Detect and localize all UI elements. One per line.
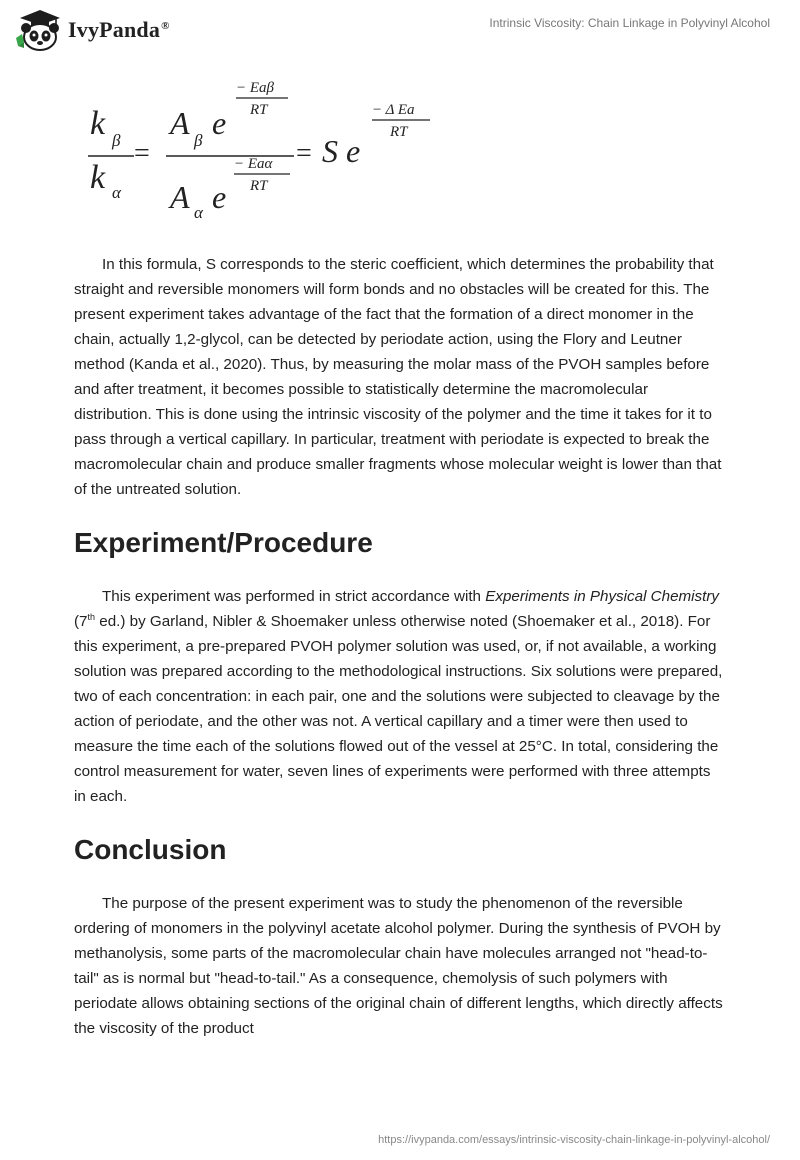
conclusion-paragraph: The purpose of the present experiment was to study the phenomenon of the reversible ordering of monomers in the polyvinyl acetate alcohol polymer. During the synthesis of PVOH by methanolysis, some parts of the macromolecular chain have molecules arranged not "head-to-tail" as is normal but "head-to-tail." As a consequence, chemolysis of such polymers with periodate allows obtaining sections of the original chain of different lengths, which directly affects the viscosity of the product: [74, 895, 723, 1037]
rate-constant-formula: [84, 76, 464, 231]
formula-e-den: e: [212, 179, 227, 215]
formula-num-rt: RT: [250, 102, 268, 118]
formula-sub-beta: β: [112, 131, 121, 150]
book-title: Experiments in Physical Chemistry: [485, 588, 720, 605]
panda-logo-icon: [14, 8, 62, 52]
formula-e-num: e: [212, 105, 227, 141]
formula-a-sub-alpha: α: [194, 203, 203, 222]
formula-sub-alpha: α: [112, 183, 121, 202]
brand-name: IvyPanda®: [68, 17, 170, 42]
formula-equals-2: =: [296, 138, 312, 169]
formula-a-beta: A: [170, 105, 190, 141]
formula-s: S: [322, 133, 338, 169]
formula-k-alpha: k: [90, 159, 106, 196]
formula-a-sub-beta: β: [194, 131, 203, 150]
page-header: [0, 0, 800, 70]
conclusion-heading: Conclusion: [74, 834, 227, 865]
document-title: Intrinsic Viscosity: Chain Linkage in Polyvinyl Alcohol: [489, 16, 770, 30]
experiment-heading: Experiment/Procedure: [74, 527, 373, 558]
source-url-link[interactable]: https://ivypanda.com/essays/intrinsic-viscosity-chain-linkage-in-polyvinyl-alcohol/: [378, 1134, 770, 1146]
formula-equals-1: =: [134, 138, 150, 169]
intro-paragraph: In this formula, S corresponds to the steric coefficient, which determines the probability that straight and reversible monomers will form bonds and no obstacles will be created for this. The present experiment takes advantage of the fact that the formation of a direct monomer in the chain, actually 1,2-glycol, can be detected by periodate action, using the Flory and Leutner method (Kanda et al., 2020). Thus, by measuring the molar mass of the PVOH samples before and after treatment, it becomes possible to statistically determine the macromolecular distribution. This is done using the intrinsic viscosity of the polymer and the time it takes for it to pass through a vertical capillary. In particular, treatment with periodate is expected to break the macromolecular chain and produce smaller fragments whose molecular weight is lower than that of the untreated solution.: [74, 256, 722, 498]
formula-s-rt: RT: [390, 124, 408, 140]
brand-logo[interactable]: [14, 8, 170, 52]
formula-a-alpha: A: [170, 179, 190, 215]
article-body: [74, 252, 724, 1041]
formula-s-exp: − Δ Ea: [372, 102, 415, 118]
formula-k-beta: k: [90, 105, 106, 142]
formula-num-exp: − Eaβ: [236, 80, 275, 96]
experiment-paragraph: This experiment was performed in strict accordance with Experiments in Physical Chemistry (7th ed.) by Garland, Nibler & Shoemaker unless otherwise noted (Shoemaker et al., 2018). For this experiment, a pre-prepared PVOH polymer solution was used, or, if not available, a working solution was prepared according to the methodological instructions. Six solutions were prepared, two of each concentration: in each pair, one and the solutions were subjected to cleavage by the action of periodate, and the other was not. A vertical capillary and a timer were then used to measure the time each of the solutions flowed out of the vessel at 25°C. In total, considering the control measurement for water, seven lines of experiments were performed with three attempts in each.: [74, 588, 723, 805]
formula-den-exp: − Eaα: [234, 156, 273, 172]
formula-e-s: e: [346, 133, 361, 169]
formula-den-rt: RT: [250, 178, 268, 194]
